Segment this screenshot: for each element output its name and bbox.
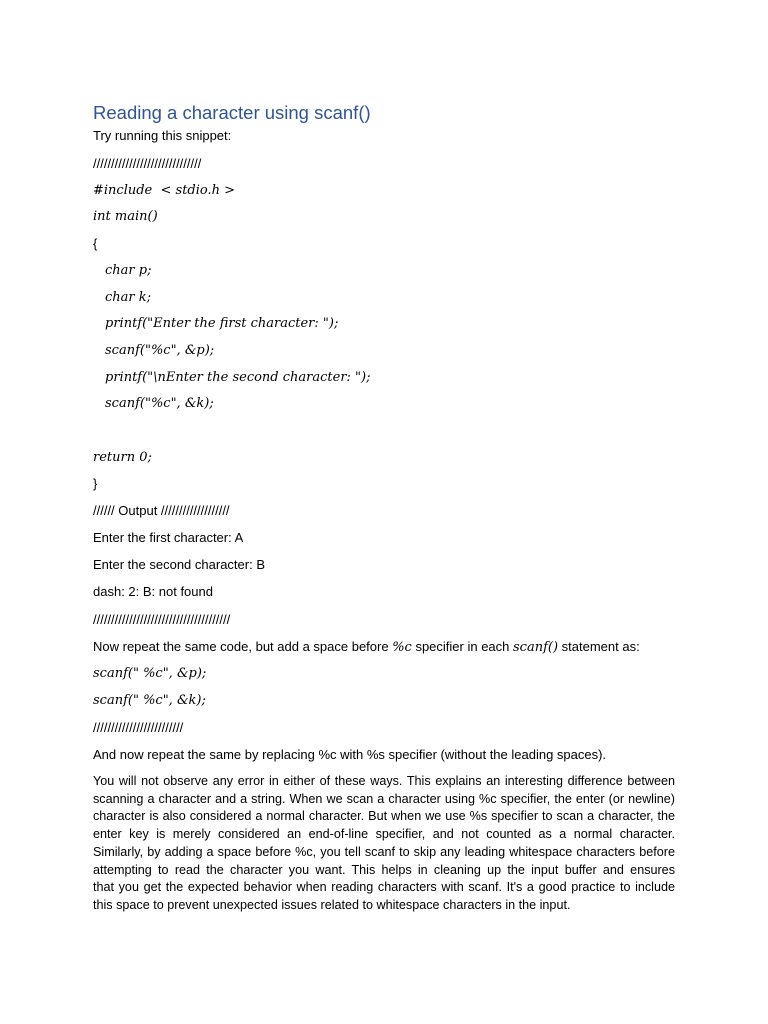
- replace-instruction: And now repeat the same by replacing %c with %s specifier (without the leading spaces).: [93, 747, 607, 762]
- code-divider-top: //////////////////////////////: [93, 156, 202, 171]
- paragraph-line: Similarly, by adding a space before %c, you tell scanf to skip any leading whitespace characters before: [93, 844, 675, 859]
- code-scanf-p: scanf("%c", &p);: [105, 343, 215, 358]
- output-line: Enter the second character: B: [93, 557, 265, 572]
- output-line: dash: 2: B: not found: [93, 584, 213, 599]
- code-include-line: #include < stdio.h >: [93, 183, 236, 198]
- repeat-spec: %c: [392, 640, 412, 655]
- repeat-divider: /////////////////////////: [93, 720, 184, 735]
- code-scanf-space-p: scanf(" %c", &p);: [93, 666, 207, 681]
- code-scanf-k: scanf("%c", &k);: [105, 396, 214, 411]
- explanation-paragraph: [93, 773, 675, 915]
- code-main-signature: int main(): [93, 209, 158, 224]
- code-return: return 0;: [93, 450, 152, 465]
- paragraph-line: this space to prevent unexpected issues related to whitespace characters in the input.: [93, 897, 571, 912]
- code-decl-p: char p;: [105, 263, 152, 278]
- repeat-text-mid: specifier in each: [411, 639, 514, 654]
- code-close-brace: }: [93, 476, 98, 491]
- repeat-fn: scanf(): [513, 640, 559, 655]
- output-line: Enter the first character: A: [93, 530, 244, 545]
- section-heading: Reading a character using scanf(): [93, 102, 371, 123]
- output-header: ////// Output ///////////////////: [93, 503, 230, 518]
- paragraph-line: scanning a character and a string. When we scan a character using %c specifier, the enter (or newline): [93, 791, 675, 806]
- output-divider: //////////////////////////////////////: [93, 612, 231, 627]
- paragraph-line: You will not observe any error in either of these ways. This explains an interesting difference between: [93, 774, 675, 788]
- code-printf-first: printf("Enter the first character: ");: [105, 316, 339, 331]
- repeat-text-post: statement as:: [558, 639, 640, 654]
- paragraph-line: that you get the expected behavior when reading characters with scanf. It's a good practice to include: [93, 880, 675, 895]
- code-open-brace: {: [93, 236, 98, 251]
- repeat-text-pre: Now repeat the same code, but add a space before: [93, 639, 393, 654]
- repeat-instruction: [93, 639, 640, 656]
- intro-text: Try running this snippet:: [93, 128, 232, 143]
- code-printf-second: printf("\nEnter the second character: ");: [105, 370, 371, 385]
- paragraph-line: character is also considered a normal character. But when we use %s specifier to scan a character, the: [93, 809, 675, 824]
- paragraph-line: attempting to read the character you want. This helps in cleaning up the input buffer and ensures: [93, 862, 675, 877]
- code-scanf-space-k: scanf(" %c", &k);: [93, 693, 206, 708]
- paragraph-line: enter key is merely considered an end-of-line specifier, and not counted as a normal character.: [93, 827, 675, 842]
- code-decl-k: char k;: [105, 290, 152, 305]
